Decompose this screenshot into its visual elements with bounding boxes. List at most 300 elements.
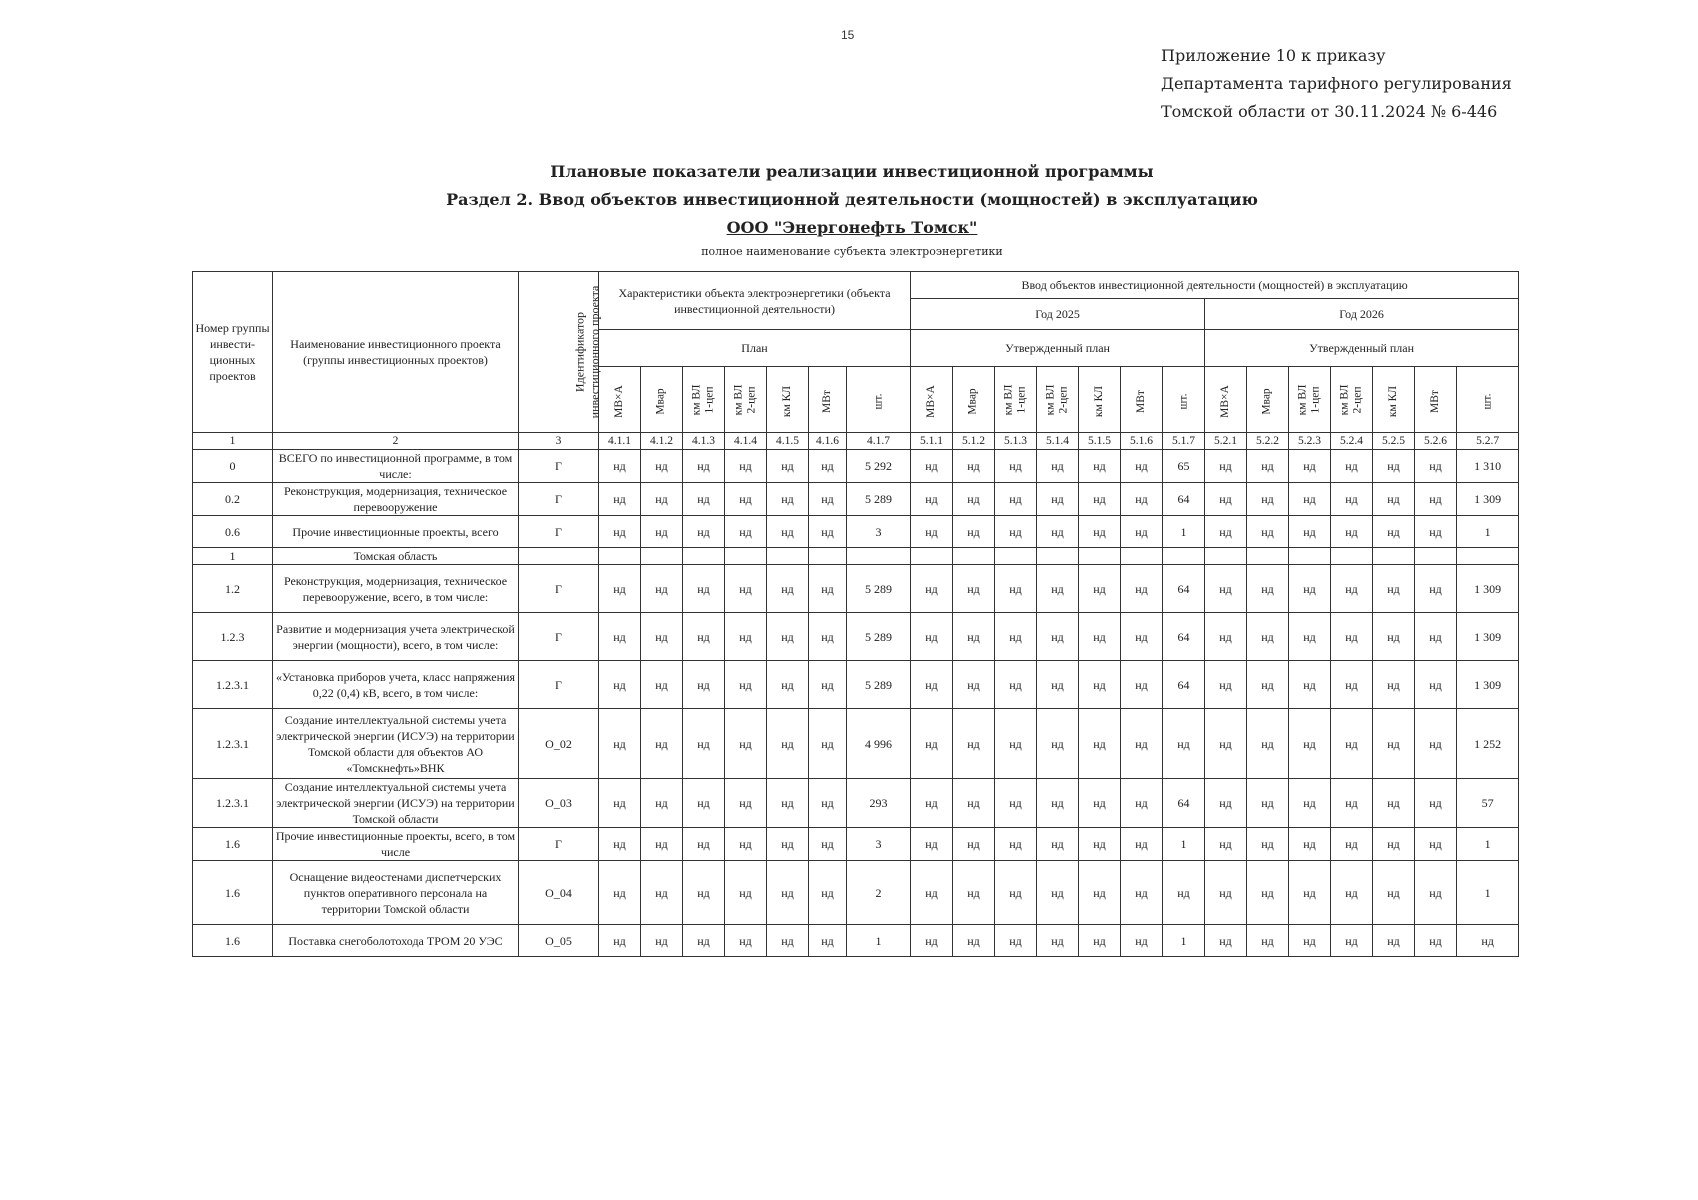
row-value-cell: нд	[995, 828, 1037, 861]
row-value-cell: нд	[995, 483, 1037, 516]
header-identifier-line: инвестиционного проекта	[587, 285, 602, 419]
table-row	[193, 709, 1519, 779]
row-value-cell: нд	[1373, 661, 1415, 709]
unit-header	[683, 367, 725, 433]
row-value-cell: нд	[599, 828, 641, 861]
row-value-cell: нд	[1373, 613, 1415, 661]
row-value-cell: 65	[1163, 450, 1205, 483]
row-value-cell: нд	[1331, 709, 1373, 779]
unit-header	[599, 367, 641, 433]
row-value-cell: нд	[683, 925, 725, 957]
column-number-cell: 4.1.4	[725, 433, 767, 450]
row-value-cell: нд	[1331, 779, 1373, 828]
row-value-cell: 3	[847, 828, 911, 861]
table-row	[193, 613, 1519, 661]
row-value-cell: нд	[1373, 861, 1415, 925]
company-caption: полное наименование субъекта электроэнергетики	[701, 245, 1003, 258]
section-title: Раздел 2. Ввод объектов инвестиционной деятельности (мощностей) в эксплуатацию	[446, 190, 1258, 209]
row-value-cell: нд	[1079, 861, 1121, 925]
row-value-cell: нд	[1331, 861, 1373, 925]
row-value-cell: нд	[1415, 483, 1457, 516]
row-value-cell: нд	[1037, 925, 1079, 957]
row-value-cell: нд	[1247, 516, 1289, 548]
row-value-cell: нд	[767, 450, 809, 483]
row-value-cell	[953, 548, 995, 565]
table-row	[193, 548, 1519, 565]
row-value-cell: нд	[1205, 709, 1247, 779]
unit-header	[1289, 367, 1331, 433]
unit-header	[1331, 367, 1373, 433]
column-number-cell: 4.1.3	[683, 433, 725, 450]
row-value-cell	[1121, 548, 1163, 565]
row-value-cell: нд	[809, 483, 847, 516]
row-value-cell: нд	[1289, 450, 1331, 483]
row-value-cell	[1415, 548, 1457, 565]
appendix-header	[1161, 42, 1512, 126]
row-identifier: Г	[519, 565, 599, 613]
row-value-cell: нд	[1079, 450, 1121, 483]
row-value-cell: нд	[1247, 861, 1289, 925]
row-value-cell	[1373, 548, 1415, 565]
row-value-cell: 5 292	[847, 450, 911, 483]
row-value-cell: нд	[911, 709, 953, 779]
row-value-cell: нд	[1121, 828, 1163, 861]
row-identifier	[519, 548, 599, 565]
row-value-cell: нд	[725, 828, 767, 861]
row-value-cell: нд	[767, 779, 809, 828]
row-value-cell: нд	[599, 483, 641, 516]
unit-header	[911, 367, 953, 433]
header-plan: План	[599, 330, 911, 367]
row-value-cell: нд	[1121, 779, 1163, 828]
row-value-cell: нд	[641, 828, 683, 861]
row-value-cell: нд	[809, 516, 847, 548]
row-value-cell	[683, 548, 725, 565]
row-value-cell: нд	[953, 613, 995, 661]
row-identifier: Г	[519, 450, 599, 483]
table-header	[193, 272, 1519, 450]
row-value-cell: нд	[767, 861, 809, 925]
row-value-cell: нд	[1079, 661, 1121, 709]
row-value-cell: нд	[953, 661, 995, 709]
row-value-cell: нд	[683, 779, 725, 828]
document-title-block	[192, 158, 1512, 260]
unit-header	[641, 367, 683, 433]
row-group-number: 0	[193, 450, 273, 483]
row-value-cell: нд	[911, 450, 953, 483]
row-value-cell: нд	[641, 779, 683, 828]
row-value-cell: нд	[995, 779, 1037, 828]
row-value-cell: нд	[683, 613, 725, 661]
row-value-cell: нд	[911, 925, 953, 957]
row-value-cell: 1 310	[1457, 450, 1519, 483]
unit-label: км ВЛ 1-цеп	[1002, 384, 1028, 415]
column-number-cell: 5.2.7	[1457, 433, 1519, 450]
row-value-cell: нд	[1205, 450, 1247, 483]
row-value-cell: нд	[1415, 516, 1457, 548]
unit-label: км КЛ	[781, 385, 793, 417]
row-value-cell: нд	[1331, 925, 1373, 957]
row-value-cell: нд	[1289, 828, 1331, 861]
row-value-cell: нд	[1247, 565, 1289, 613]
row-value-cell: нд	[641, 709, 683, 779]
unit-label: км ВЛ 2-цеп	[732, 384, 758, 415]
row-value-cell: нд	[1037, 450, 1079, 483]
unit-header	[1457, 367, 1519, 433]
row-value-cell: 1	[1163, 516, 1205, 548]
row-value-cell: нд	[1289, 613, 1331, 661]
row-value-cell	[725, 548, 767, 565]
row-value-cell: нд	[767, 925, 809, 957]
row-value-cell: нд	[1205, 565, 1247, 613]
row-value-cell: нд	[1079, 483, 1121, 516]
column-number-cell: 4.1.1	[599, 433, 641, 450]
row-value-cell: нд	[995, 709, 1037, 779]
row-value-cell	[1163, 548, 1205, 565]
unit-header	[1163, 367, 1205, 433]
row-value-cell: нд	[911, 779, 953, 828]
row-value-cell: нд	[1415, 779, 1457, 828]
row-value-cell: нд	[1037, 779, 1079, 828]
row-value-cell: нд	[641, 613, 683, 661]
row-value-cell: нд	[641, 450, 683, 483]
row-group-number: 1.6	[193, 828, 273, 861]
row-group-number: 1.2.3	[193, 613, 273, 661]
row-value-cell: нд	[1415, 661, 1457, 709]
row-value-cell	[847, 548, 911, 565]
row-value-cell: нд	[1121, 613, 1163, 661]
row-value-cell: нд	[599, 925, 641, 957]
row-value-cell: 64	[1163, 661, 1205, 709]
row-identifier: О_02	[519, 709, 599, 779]
row-value-cell: нд	[911, 613, 953, 661]
row-identifier: Г	[519, 828, 599, 861]
row-value-cell: нд	[953, 483, 995, 516]
row-value-cell	[1079, 548, 1121, 565]
row-value-cell: нд	[683, 661, 725, 709]
row-value-cell: нд	[725, 661, 767, 709]
row-value-cell: нд	[911, 565, 953, 613]
row-project-name: ВСЕГО по инвестиционной программе, в том числе:	[273, 450, 519, 483]
row-value-cell: нд	[599, 861, 641, 925]
row-value-cell: нд	[1415, 613, 1457, 661]
row-value-cell: 1 309	[1457, 661, 1519, 709]
row-value-cell: нд	[641, 661, 683, 709]
row-value-cell: нд	[1289, 483, 1331, 516]
row-value-cell: нд	[1331, 516, 1373, 548]
column-number-cell: 5.1.7	[1163, 433, 1205, 450]
row-value-cell: нд	[683, 516, 725, 548]
column-number-cell: 3	[519, 433, 599, 450]
row-value-cell: нд	[1247, 483, 1289, 516]
row-value-cell: нд	[641, 565, 683, 613]
table-row	[193, 861, 1519, 925]
unit-label: МВт	[820, 389, 833, 413]
row-value-cell: нд	[1415, 861, 1457, 925]
column-number-cell: 5.1.3	[995, 433, 1037, 450]
row-value-cell: нд	[953, 450, 995, 483]
row-project-name: Поставка снегоболотохода ТРОМ 20 УЭС	[273, 925, 519, 957]
row-value-cell: нд	[809, 779, 847, 828]
row-value-cell: нд	[683, 565, 725, 613]
row-identifier: Г	[519, 613, 599, 661]
row-value-cell: нд	[911, 861, 953, 925]
row-value-cell: 1	[1457, 516, 1519, 548]
row-value-cell: нд	[1205, 516, 1247, 548]
row-value-cell: нд	[1121, 709, 1163, 779]
unit-header	[953, 367, 995, 433]
unit-header	[809, 367, 847, 433]
row-project-name: Создание интеллектуальной системы учета электрической энергии (ИСУЭ) на территории Томской области	[273, 779, 519, 828]
unit-label: шт.	[1481, 393, 1494, 409]
row-value-cell: нд	[911, 828, 953, 861]
row-value-cell: нд	[1037, 661, 1079, 709]
unit-label: Мвар	[967, 387, 980, 415]
header-project-name: Наименование инвестиционного проекта (группы инвестиционных проектов)	[273, 272, 519, 433]
row-value-cell: нд	[1037, 565, 1079, 613]
row-value-cell: 5 289	[847, 483, 911, 516]
row-value-cell: нд	[953, 779, 995, 828]
row-value-cell: нд	[809, 450, 847, 483]
unit-header	[1079, 367, 1121, 433]
row-value-cell: нд	[953, 709, 995, 779]
row-value-cell: нд	[725, 565, 767, 613]
column-number-cell: 5.2.2	[1247, 433, 1289, 450]
column-number-cell: 1	[193, 433, 273, 450]
header-approved-plan-2026: Утвержденный план	[1205, 330, 1519, 367]
table-row	[193, 661, 1519, 709]
row-project-name: Реконструкция, модернизация, техническое перевооружение	[273, 483, 519, 516]
unit-header	[847, 367, 911, 433]
unit-label: км КЛ	[1093, 385, 1106, 417]
row-value-cell: нд	[1415, 450, 1457, 483]
company-name: ООО "Энергонефть Томск"	[726, 218, 978, 237]
row-value-cell: нд	[1373, 565, 1415, 613]
unit-label: км ВЛ 2-цеп	[1044, 384, 1070, 415]
row-value-cell: нд	[683, 861, 725, 925]
table-row	[193, 516, 1519, 548]
row-value-cell	[809, 548, 847, 565]
row-value-cell: нд	[767, 709, 809, 779]
unit-label: Мвар	[1261, 387, 1274, 415]
row-group-number: 1.2.3.1	[193, 779, 273, 828]
row-value-cell: нд	[1121, 450, 1163, 483]
row-value-cell: нд	[1079, 709, 1121, 779]
row-identifier: Г	[519, 516, 599, 548]
row-value-cell: нд	[1415, 828, 1457, 861]
row-value-cell: нд	[1289, 565, 1331, 613]
column-number-cell: 5.1.6	[1121, 433, 1163, 450]
row-value-cell	[1289, 548, 1331, 565]
column-number-cell: 5.2.1	[1205, 433, 1247, 450]
row-value-cell: нд	[911, 661, 953, 709]
table-row	[193, 483, 1519, 516]
row-value-cell: нд	[1037, 828, 1079, 861]
row-group-number: 1.2.3.1	[193, 709, 273, 779]
row-project-name: Реконструкция, модернизация, техническое перевооружение, всего, в том числе:	[273, 565, 519, 613]
row-value-cell: нд	[1079, 828, 1121, 861]
row-value-cell: нд	[1079, 779, 1121, 828]
row-value-cell: нд	[1205, 661, 1247, 709]
row-value-cell: нд	[995, 925, 1037, 957]
row-value-cell: нд	[809, 828, 847, 861]
unit-label: км ВЛ 1-цеп	[1296, 384, 1322, 415]
row-value-cell: нд	[767, 516, 809, 548]
row-group-number: 0.6	[193, 516, 273, 548]
row-value-cell: нд	[641, 861, 683, 925]
unit-label: км ВЛ 1-цеп	[690, 384, 716, 415]
row-value-cell: нд	[1289, 779, 1331, 828]
column-number-cell: 4.1.5	[767, 433, 809, 450]
row-value-cell: нд	[1037, 613, 1079, 661]
row-value-cell: нд	[995, 861, 1037, 925]
row-value-cell: нд	[641, 516, 683, 548]
row-value-cell: 2	[847, 861, 911, 925]
row-value-cell: нд	[1331, 565, 1373, 613]
row-value-cell: нд	[1289, 861, 1331, 925]
row-value-cell: нд	[599, 613, 641, 661]
row-value-cell: нд	[1079, 516, 1121, 548]
row-value-cell: нд	[1205, 925, 1247, 957]
row-value-cell: нд	[1415, 709, 1457, 779]
row-identifier: О_04	[519, 861, 599, 925]
row-value-cell: нд	[725, 779, 767, 828]
unit-label: км ВЛ 2-цеп	[1338, 384, 1364, 415]
row-value-cell: нд	[767, 828, 809, 861]
row-value-cell: нд	[1205, 483, 1247, 516]
column-number-cell: 5.1.2	[953, 433, 995, 450]
unit-label: МВт	[1429, 389, 1442, 413]
row-value-cell: нд	[953, 516, 995, 548]
unit-header	[995, 367, 1037, 433]
row-value-cell: нд	[1247, 779, 1289, 828]
row-value-cell: нд	[1079, 613, 1121, 661]
row-value-cell: нд	[995, 516, 1037, 548]
row-value-cell: 64	[1163, 613, 1205, 661]
row-value-cell: нд	[599, 779, 641, 828]
row-value-cell: нд	[1373, 925, 1415, 957]
row-project-name: Оснащение видеостенами диспетчерских пунктов оперативного персонала на территории Томской области	[273, 861, 519, 925]
row-value-cell: 3	[847, 516, 911, 548]
table-row	[193, 565, 1519, 613]
row-group-number: 0.2	[193, 483, 273, 516]
row-value-cell: нд	[1289, 709, 1331, 779]
row-value-cell: нд	[953, 861, 995, 925]
row-value-cell: нд	[1289, 925, 1331, 957]
row-value-cell: нд	[767, 661, 809, 709]
row-value-cell: нд	[599, 565, 641, 613]
row-value-cell: нд	[1205, 613, 1247, 661]
row-value-cell: 1 252	[1457, 709, 1519, 779]
unit-header	[767, 367, 809, 433]
row-value-cell: нд	[1205, 828, 1247, 861]
row-identifier: Г	[519, 661, 599, 709]
row-value-cell: нд	[683, 450, 725, 483]
row-value-cell: 64	[1163, 779, 1205, 828]
row-value-cell: нд	[809, 661, 847, 709]
column-number-cell: 5.1.1	[911, 433, 953, 450]
row-value-cell: нд	[1121, 516, 1163, 548]
header-approved-plan-2025: Утвержденный план	[911, 330, 1205, 367]
row-value-cell: нд	[995, 613, 1037, 661]
row-value-cell: нд	[641, 483, 683, 516]
row-value-cell: нд	[1457, 925, 1519, 957]
row-value-cell: 1 309	[1457, 565, 1519, 613]
unit-header	[725, 367, 767, 433]
row-value-cell: нд	[1331, 483, 1373, 516]
table-row	[193, 828, 1519, 861]
row-value-cell	[1457, 548, 1519, 565]
row-identifier: О_05	[519, 925, 599, 957]
row-project-name: Томская область	[273, 548, 519, 565]
row-value-cell	[911, 548, 953, 565]
row-value-cell: нд	[1037, 709, 1079, 779]
investment-table	[192, 271, 1519, 957]
row-value-cell: нд	[1331, 661, 1373, 709]
row-value-cell: нд	[1373, 779, 1415, 828]
unit-header	[1037, 367, 1079, 433]
row-value-cell: 293	[847, 779, 911, 828]
row-value-cell: 1 309	[1457, 483, 1519, 516]
row-value-cell: нд	[1331, 450, 1373, 483]
row-value-cell: нд	[911, 483, 953, 516]
row-value-cell	[599, 548, 641, 565]
row-value-cell: нд	[995, 565, 1037, 613]
row-value-cell: нд	[911, 516, 953, 548]
unit-header	[1373, 367, 1415, 433]
unit-label: км КЛ	[1387, 385, 1400, 417]
unit-header	[1247, 367, 1289, 433]
row-value-cell: нд	[767, 483, 809, 516]
row-value-cell	[995, 548, 1037, 565]
column-number-cell: 5.2.5	[1373, 433, 1415, 450]
row-value-cell: нд	[809, 709, 847, 779]
row-value-cell: нд	[1037, 516, 1079, 548]
row-value-cell: нд	[1331, 613, 1373, 661]
row-value-cell: нд	[1373, 516, 1415, 548]
unit-label: МВ×А	[1219, 384, 1232, 418]
header-identifier	[519, 272, 602, 433]
row-value-cell: нд	[683, 828, 725, 861]
row-group-number: 1.6	[193, 925, 273, 957]
row-value-cell: нд	[725, 516, 767, 548]
row-value-cell: нд	[1121, 925, 1163, 957]
header-identifier-line: Идентификатор	[572, 311, 587, 393]
row-value-cell: нд	[1121, 661, 1163, 709]
row-value-cell: 1	[1457, 861, 1519, 925]
table-row	[193, 779, 1519, 828]
row-value-cell: нд	[1373, 828, 1415, 861]
unit-label: шт.	[1177, 393, 1190, 409]
row-value-cell: нд	[809, 613, 847, 661]
column-number-cell: 5.1.5	[1079, 433, 1121, 450]
row-value-cell: нд	[1079, 925, 1121, 957]
row-value-cell	[767, 548, 809, 565]
column-number-cell: 4.1.7	[847, 433, 911, 450]
row-value-cell: нд	[1289, 661, 1331, 709]
row-value-cell: нд	[995, 450, 1037, 483]
unit-label: МВ×А	[925, 384, 938, 418]
row-value-cell: нд	[1247, 925, 1289, 957]
row-value-cell: нд	[641, 925, 683, 957]
document-title: Плановые показатели реализации инвестиционной программы	[550, 162, 1154, 181]
row-project-name: Создание интеллектуальной системы учета электрической энергии (ИСУЭ) на территории Томской области для объектов АО «Томскнефть»ВНК	[273, 709, 519, 779]
row-value-cell: нд	[1121, 861, 1163, 925]
row-value-cell: нд	[1247, 450, 1289, 483]
row-value-cell: нд	[599, 516, 641, 548]
row-value-cell: нд	[953, 828, 995, 861]
row-value-cell: 1	[847, 925, 911, 957]
